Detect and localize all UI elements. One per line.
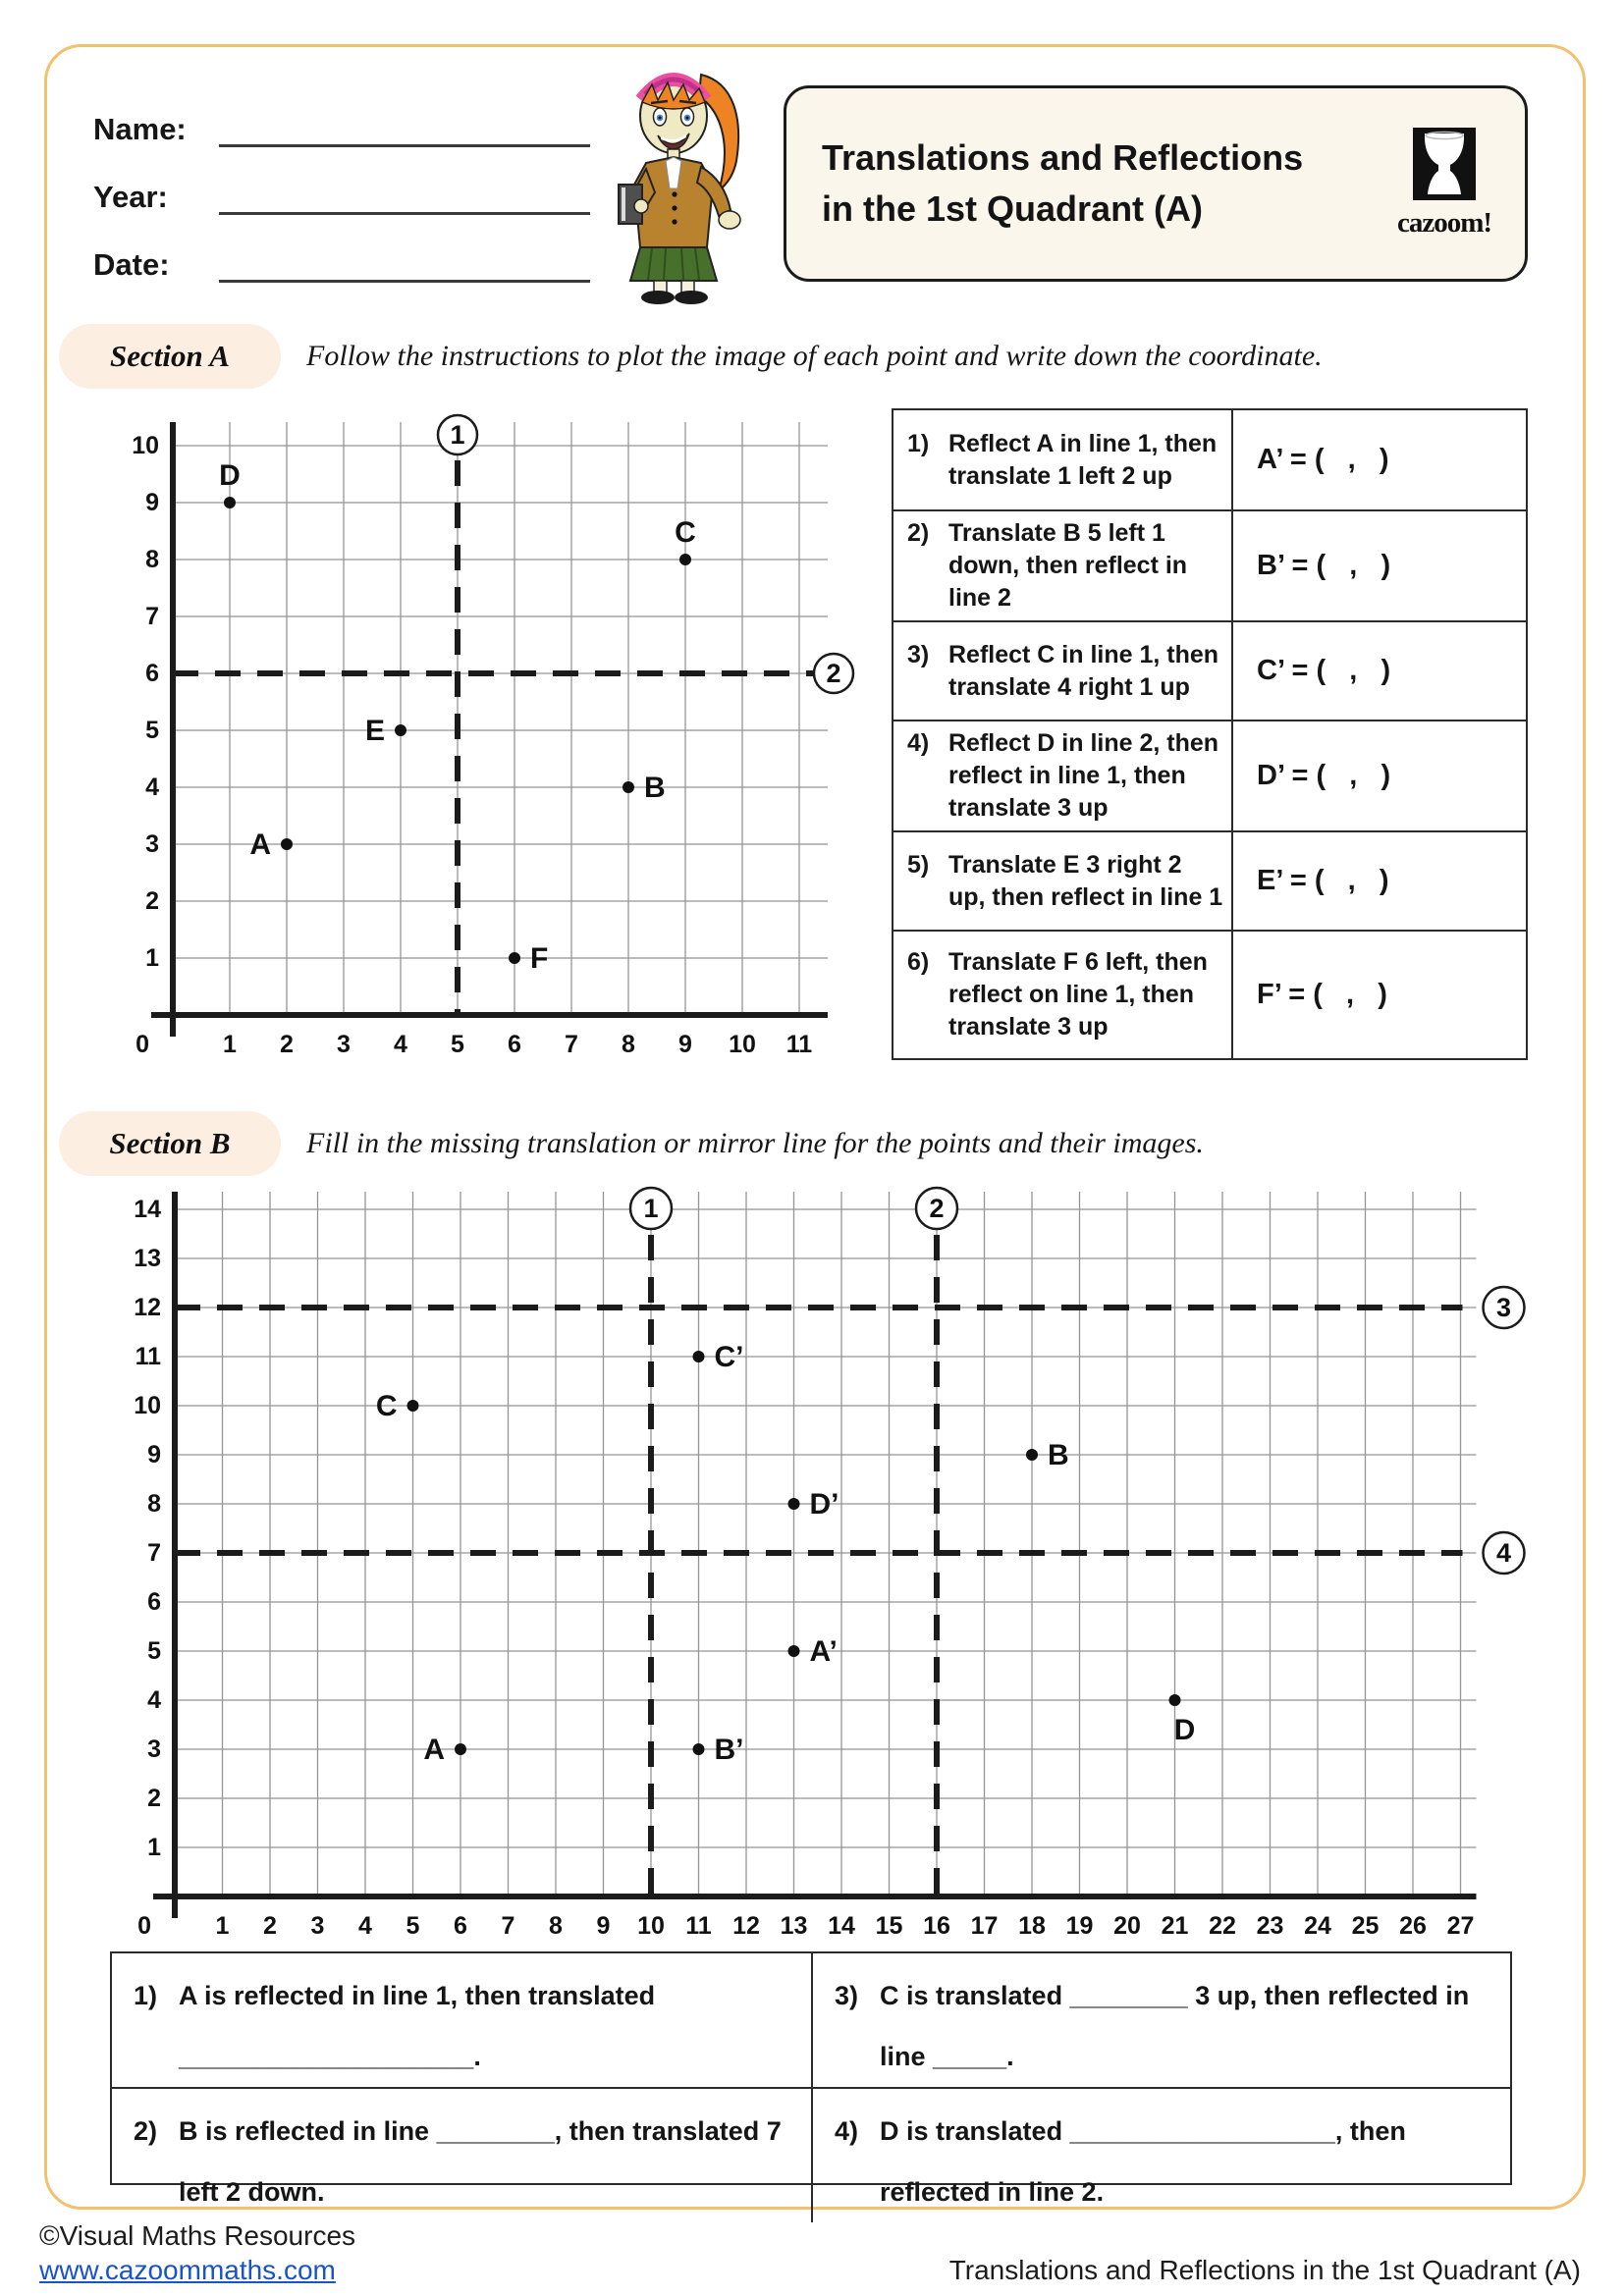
- question-number: 6): [907, 948, 930, 976]
- question-row-3: [893, 620, 1526, 720]
- question-text: Reflect C in line 1, then translate 4 right 1 up: [948, 640, 1219, 701]
- y-tick-label: 1: [147, 1834, 161, 1861]
- y-tick-label: 4: [145, 774, 159, 801]
- y-tick-label: 2: [145, 887, 159, 915]
- x-tick-label: 6: [454, 1912, 467, 1940]
- x-tick-label: 13: [780, 1912, 808, 1940]
- y-tick-label: 5: [147, 1637, 161, 1665]
- x-tick-label: 27: [1446, 1912, 1475, 1940]
- djembe-drum-icon: [1413, 128, 1476, 200]
- x-tick-label: 11: [785, 1031, 813, 1058]
- point-label-D’: D’: [809, 1488, 839, 1521]
- fill-in-text: D is translated __________________, then reflected in line 2.: [880, 2116, 1406, 2208]
- open-hand: [719, 211, 740, 229]
- x-tick-label: 10: [637, 1912, 665, 1940]
- point-E: [395, 724, 406, 736]
- logo-wordmark: cazoom!: [1396, 207, 1492, 239]
- fill-in-question-2[interactable]: 2) B is reflected in line ________, then translated 7 left 2 down.: [112, 2087, 811, 2222]
- fill-in-text: B is reflected in line ________, then translated 7 left 2 down.: [179, 2116, 782, 2208]
- svg-text:2: 2: [826, 659, 841, 688]
- x-tick-label: 12: [732, 1912, 760, 1940]
- y-tick-label: 3: [147, 1735, 161, 1763]
- x-tick-label: 2: [263, 1912, 277, 1940]
- student-fields: [93, 96, 590, 299]
- fill-in-question-3[interactable]: 3) C is translated ________ 3 up, then reflected in line _____.: [811, 1953, 1510, 2087]
- point-label-C: C: [375, 1390, 398, 1422]
- point-label-C’: C’: [714, 1341, 744, 1373]
- x-tick-label: 8: [549, 1912, 563, 1940]
- question-row-5: [893, 830, 1526, 930]
- section-b-question-table: [110, 1951, 1512, 2208]
- x-tick-label: 24: [1304, 1912, 1331, 1940]
- x-tick-label: 21: [1161, 1912, 1189, 1940]
- y-tick-label: 14: [134, 1196, 161, 1223]
- section-b-instruction: Fill in the missing translation or mirror line for the points and their images.: [306, 1127, 1204, 1159]
- question-number: 2): [907, 519, 930, 547]
- year-row: [93, 164, 590, 215]
- x-tick-label: 18: [1018, 1912, 1046, 1940]
- answer-slot-f[interactable]: F’ = ( , ): [1257, 979, 1387, 1010]
- x-tick-label: 5: [451, 1031, 464, 1058]
- cazoommaths-link[interactable]: www.cazoommaths.com: [39, 2255, 336, 2285]
- y-tick-label: 12: [134, 1294, 161, 1321]
- point-C: [679, 554, 691, 565]
- question-number: 4): [907, 729, 930, 757]
- point-label-B: B: [1048, 1439, 1069, 1471]
- x-tick-label: 3: [337, 1031, 351, 1058]
- title-line-2: in the 1st Quadrant (A): [822, 188, 1204, 229]
- answer-slot-b[interactable]: B’ = ( , ): [1257, 550, 1391, 581]
- y-tick-label: 10: [132, 432, 159, 459]
- y-tick-label: 7: [147, 1539, 161, 1567]
- worksheet-title: [822, 133, 1385, 235]
- fill-in-question-1[interactable]: 1) A is reflected in line 1, then translated ____________________.: [112, 1953, 811, 2087]
- x-tick-label: 23: [1256, 1912, 1284, 1940]
- question-number: 5): [907, 850, 930, 879]
- y-tick-label: 7: [145, 603, 159, 630]
- x-tick-label: 16: [923, 1912, 950, 1940]
- answer-slot-c[interactable]: C’ = ( , ): [1257, 655, 1391, 686]
- x-tick-label: 9: [678, 1031, 692, 1058]
- fill-in-text: C is translated ________ 3 up, then reflected in line _____.: [880, 1981, 1470, 2072]
- y-tick-label: 9: [147, 1441, 161, 1468]
- section-b-grid: [86, 1184, 1549, 1951]
- x-tick-label: 8: [622, 1031, 635, 1058]
- x-tick-label: 4: [358, 1912, 372, 1940]
- x-tick-label: 19: [1065, 1912, 1094, 1940]
- title-line-1: Translations and Reflections: [822, 136, 1304, 178]
- y-tick-label: 8: [147, 1490, 161, 1518]
- point-label-B: B: [644, 772, 666, 804]
- year-field[interactable]: [219, 173, 590, 215]
- name-row: [93, 96, 590, 147]
- section-b-label: Section B: [59, 1111, 281, 1176]
- question-number: 1): [907, 429, 930, 457]
- question-text: Translate B 5 left 1 down, then reflect in line 2: [948, 519, 1188, 612]
- point-A: [281, 838, 293, 850]
- section-a-grid: [86, 404, 872, 1092]
- y-tick-label: 11: [135, 1343, 161, 1370]
- y-tick-label: 6: [147, 1588, 161, 1616]
- question-text: Translate F 6 left, then reflect on line 1, then translate 3 up: [948, 948, 1208, 1041]
- hand: [634, 199, 648, 213]
- skirt: [630, 247, 717, 281]
- x-tick-label: 26: [1399, 1912, 1427, 1940]
- copyright-text: ©Visual Maths Resources: [39, 2220, 356, 2251]
- point-A: [455, 1743, 466, 1755]
- cazoom-logo: [1385, 128, 1503, 240]
- y-tick-label: 6: [145, 660, 159, 687]
- point-B: [1026, 1449, 1038, 1461]
- y-tick-label: 10: [134, 1392, 161, 1419]
- point-label-D: D: [1173, 1714, 1196, 1746]
- point-label-D: D: [219, 459, 241, 492]
- question-row-2: [893, 509, 1526, 620]
- svg-text:1: 1: [450, 420, 465, 450]
- answer-slot-a[interactable]: A’ = ( , ): [1257, 444, 1389, 475]
- section-a-label: Section A: [59, 324, 281, 389]
- student-illustration: [589, 45, 776, 306]
- point-B’: [693, 1743, 705, 1755]
- point-C: [407, 1400, 419, 1412]
- year-label: Year:: [93, 180, 168, 214]
- point-D: [224, 497, 236, 508]
- point-label-A: A: [249, 828, 271, 861]
- svg-text:1: 1: [643, 1194, 659, 1223]
- x-tick-label: 10: [729, 1031, 756, 1058]
- shoe: [641, 291, 675, 304]
- fill-in-text: A is reflected in line 1, then translated ____________________.: [179, 1981, 656, 2072]
- shoe: [675, 291, 708, 304]
- point-label-C: C: [675, 516, 696, 549]
- y-tick-label: 13: [134, 1245, 161, 1272]
- title-box: [784, 85, 1528, 282]
- section-a-instruction: Follow the instructions to plot the image of each point and write down the coordinate.: [306, 340, 1323, 372]
- point-B: [623, 781, 634, 793]
- y-tick-label: 9: [145, 489, 159, 516]
- x-tick-label: 14: [828, 1912, 855, 1940]
- svg-text:3: 3: [1495, 1293, 1512, 1322]
- x-tick-label: 20: [1113, 1912, 1141, 1940]
- x-tick-label: 7: [501, 1912, 515, 1940]
- point-D: [1169, 1694, 1181, 1706]
- question-number: 3): [907, 640, 930, 668]
- x-tick-label: 3: [310, 1912, 325, 1940]
- point-D’: [788, 1498, 800, 1510]
- x-tick-label: 2: [280, 1031, 294, 1058]
- name-label: Name:: [93, 112, 187, 146]
- fill-in-question-4[interactable]: 4) D is translated __________________, then reflected in line 2.: [811, 2087, 1510, 2222]
- point-C’: [693, 1351, 705, 1362]
- date-label: Date:: [93, 247, 170, 282]
- x-tick-label: 4: [394, 1031, 407, 1058]
- x-tick-label: 1: [223, 1031, 237, 1058]
- origin-label: 0: [137, 1912, 151, 1940]
- x-tick-label: 15: [875, 1912, 903, 1940]
- x-tick-label: 6: [508, 1031, 521, 1058]
- question-row-4: [893, 720, 1526, 830]
- x-tick-label: 22: [1209, 1912, 1236, 1940]
- question-row-1: [893, 410, 1526, 509]
- question-text: Reflect D in line 2, then reflect in line 1, then translate 3 up: [948, 729, 1219, 822]
- origin-label: 0: [135, 1031, 149, 1058]
- question-row-6: [893, 930, 1526, 1058]
- x-tick-label: 7: [565, 1031, 578, 1058]
- name-field[interactable]: [219, 105, 590, 147]
- point-label-B’: B’: [714, 1734, 744, 1766]
- answer-slot-e[interactable]: E’ = ( , ): [1257, 865, 1389, 896]
- point-label-E: E: [364, 715, 385, 747]
- point-A’: [788, 1645, 800, 1657]
- point-label-A’: A’: [809, 1635, 838, 1668]
- svg-text:4: 4: [1495, 1538, 1512, 1568]
- y-tick-label: 1: [145, 944, 159, 972]
- section-a-question-table: [892, 408, 1528, 1060]
- x-tick-label: 5: [406, 1912, 420, 1940]
- footer-doc-title: Translations and Reflections in the 1st Quadrant (A): [948, 2255, 1581, 2285]
- answer-slot-d[interactable]: D’ = ( , ): [1257, 760, 1391, 791]
- y-tick-label: 2: [147, 1785, 161, 1812]
- point-F: [509, 952, 520, 964]
- y-tick-label: 4: [147, 1686, 161, 1714]
- y-tick-label: 3: [145, 830, 159, 858]
- question-text: Reflect A in line 1, then translate 1 left 2 up: [948, 429, 1218, 490]
- y-tick-label: 5: [145, 717, 159, 744]
- x-tick-label: 9: [596, 1912, 611, 1940]
- x-tick-label: 17: [970, 1912, 999, 1940]
- date-field[interactable]: [219, 240, 590, 283]
- x-tick-label: 1: [215, 1912, 230, 1940]
- x-tick-label: 11: [685, 1912, 712, 1940]
- x-tick-label: 25: [1351, 1912, 1380, 1940]
- svg-text:2: 2: [929, 1194, 945, 1223]
- point-label-A: A: [423, 1734, 445, 1766]
- question-text: Translate E 3 right 2 up, then reflect in line 1: [948, 850, 1223, 911]
- date-row: [93, 232, 590, 283]
- y-tick-label: 8: [145, 546, 159, 573]
- point-label-F: F: [530, 942, 549, 975]
